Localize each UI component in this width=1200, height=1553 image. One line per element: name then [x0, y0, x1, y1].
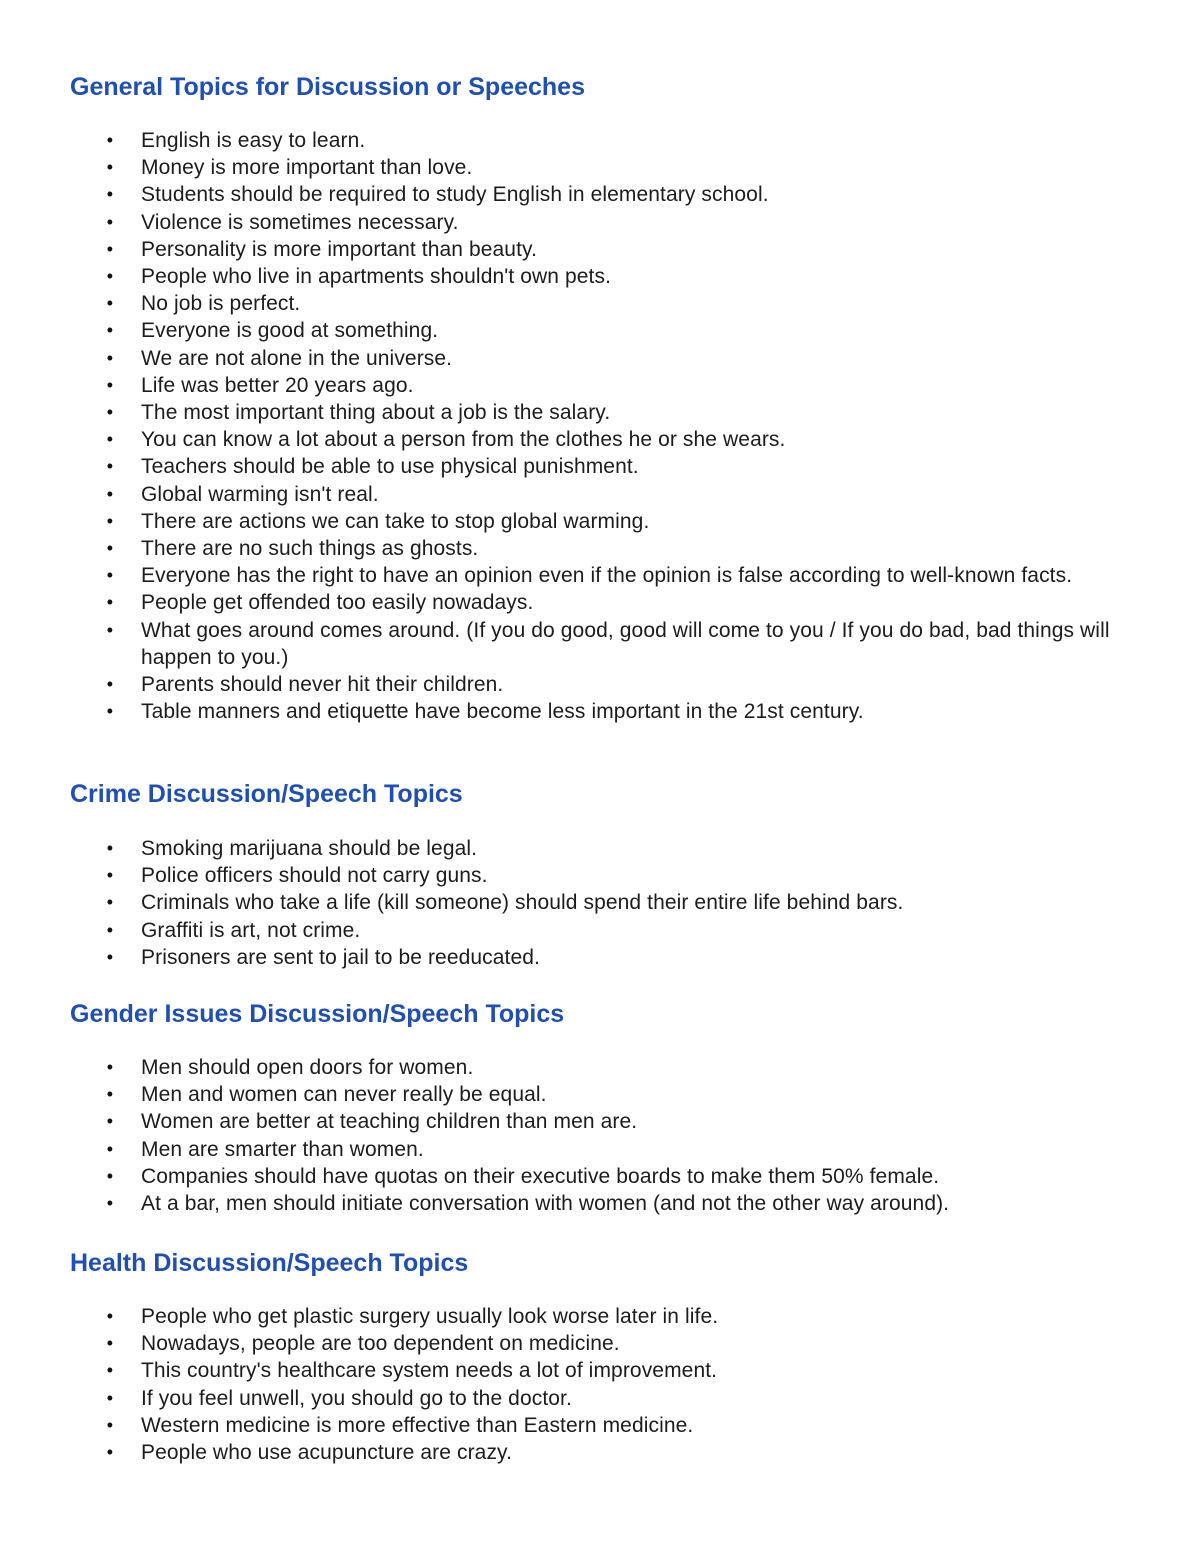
- bullet-icon: •: [106, 429, 114, 450]
- list-item-text: Western medicine is more effective than Eastern medicine.: [141, 1413, 694, 1437]
- bullet-icon: •: [106, 184, 114, 205]
- bullet-icon: •: [106, 483, 114, 504]
- list-item: [70, 154, 1140, 181]
- list-item: [70, 1439, 1140, 1466]
- list-item: [70, 944, 1140, 971]
- list-item: [70, 1054, 1140, 1081]
- list-item-text: Criminals who take a life (kill someone) should spend their entire life behind bars.: [141, 891, 904, 915]
- list-item: [70, 1385, 1140, 1412]
- section-heading: General Topics for Discussion or Speeches: [70, 73, 585, 101]
- list-item: [70, 372, 1140, 399]
- bullet-icon: •: [106, 347, 114, 368]
- list-item-text: Police officers should not carry guns.: [141, 864, 488, 888]
- list-item-text: If you feel unwell, you should go to the doctor.: [141, 1386, 572, 1410]
- bullet-icon: •: [106, 1165, 114, 1186]
- list-item: [70, 698, 1140, 725]
- list-item-text: Students should be required to study English in elementary school.: [141, 183, 769, 207]
- bullet-icon: •: [106, 1414, 114, 1435]
- list-item-text: We are not alone in the universe.: [141, 346, 453, 370]
- bullet-icon: •: [106, 266, 114, 287]
- topic-list: [70, 1303, 1140, 1466]
- section-heading: Health Discussion/Speech Topics: [70, 1249, 469, 1277]
- list-item: [70, 671, 1140, 698]
- list-item: [70, 399, 1140, 426]
- list-item: [70, 508, 1140, 535]
- list-item: [70, 889, 1140, 916]
- list-item: [70, 290, 1140, 317]
- bullet-icon: •: [106, 1193, 114, 1214]
- list-item-text: There are actions we can take to stop global warming.: [141, 509, 650, 533]
- list-item-text: Violence is sometimes necessary.: [141, 210, 459, 234]
- bullet-icon: •: [106, 838, 114, 858]
- list-item-text: Men are smarter than women.: [141, 1137, 424, 1161]
- list-item-text: Life was better 20 years ago.: [141, 373, 414, 397]
- list-item: [70, 209, 1140, 236]
- bullet-icon: •: [106, 456, 114, 477]
- list-item: [70, 236, 1140, 263]
- list-item-text: Global warming isn't real.: [141, 482, 379, 506]
- list-item-text: This country's healthcare system needs a lot of improvement.: [141, 1359, 718, 1383]
- list-item: [70, 1303, 1140, 1330]
- list-item-text: At a bar, men should initiate conversation with women (and not the other way around).: [141, 1192, 950, 1216]
- topic-list: [70, 127, 1140, 725]
- list-item: [70, 1330, 1140, 1357]
- bullet-icon: •: [106, 510, 114, 531]
- list-item-text: Nowadays, people are too dependent on medicine.: [141, 1332, 620, 1356]
- list-item: [70, 317, 1140, 344]
- bullet-icon: •: [106, 1111, 114, 1132]
- bullet-icon: •: [106, 1138, 114, 1159]
- list-item-text: There are no such things as ghosts.: [141, 537, 479, 561]
- list-item: [70, 1081, 1140, 1108]
- list-item-text: Money is more important than love.: [141, 156, 473, 180]
- list-item: [70, 1412, 1140, 1439]
- list-item-text: People who live in apartments shouldn't own pets.: [141, 265, 612, 289]
- list-item: [70, 127, 1140, 154]
- bullet-icon: •: [106, 374, 114, 395]
- bullet-icon: •: [106, 946, 114, 967]
- list-item-text: English is easy to learn.: [141, 129, 366, 152]
- bullet-icon: •: [106, 919, 114, 940]
- list-item-text: Men should open doors for women.: [141, 1056, 474, 1079]
- bullet-icon: •: [106, 1084, 114, 1105]
- list-item: [70, 862, 1140, 889]
- list-item: [70, 1357, 1140, 1384]
- list-item-text: Teachers should be able to use physical punishment.: [141, 455, 639, 479]
- list-item-text: Companies should have quotas on their executive boards to make them 50% female.: [141, 1164, 940, 1188]
- list-item-text: The most important thing about a job is the salary.: [141, 401, 611, 425]
- bullet-icon: •: [106, 1333, 114, 1354]
- bullet-icon: •: [106, 892, 114, 913]
- list-item: [70, 481, 1140, 508]
- list-item-text: What goes around comes around. (If you do good, good will come to you / If you do bad, bad things will happen to you.): [141, 618, 1110, 669]
- list-item-text: Smoking marijuana should be legal.: [141, 837, 478, 860]
- list-item-text: People who get plastic surgery usually look worse later in life.: [141, 1305, 719, 1328]
- list-item: [70, 453, 1140, 480]
- list-item: [70, 1108, 1140, 1135]
- list-item: [70, 345, 1140, 372]
- bullet-icon: •: [106, 1306, 114, 1326]
- list-item-text: Parents should never hit their children.: [141, 673, 504, 697]
- list-item-text: Men and women can never really be equal.: [141, 1083, 547, 1107]
- list-item-text: People who use acupuncture are crazy.: [141, 1441, 513, 1465]
- bullet-icon: •: [106, 865, 114, 886]
- list-item: [70, 617, 1140, 671]
- section-heading: Gender Issues Discussion/Speech Topics: [70, 1000, 565, 1028]
- bullet-icon: •: [106, 1057, 114, 1077]
- bullet-icon: •: [106, 157, 114, 178]
- bullet-icon: •: [106, 619, 114, 640]
- bullet-icon: •: [106, 130, 114, 150]
- bullet-icon: •: [106, 701, 114, 722]
- topic-list: [70, 1054, 1140, 1217]
- bullet-icon: •: [106, 565, 114, 586]
- bullet-icon: •: [106, 592, 114, 613]
- list-item: [70, 263, 1140, 290]
- list-item-text: Personality is more important than beauty.: [141, 237, 538, 261]
- list-item: [70, 917, 1140, 944]
- bullet-icon: •: [106, 293, 114, 314]
- list-item-text: People get offended too easily nowadays.: [141, 591, 534, 615]
- bullet-icon: •: [106, 538, 114, 559]
- list-item-text: Graffiti is art, not crime.: [141, 918, 361, 942]
- section-general-topics: [70, 72, 1140, 725]
- list-item-text: Prisoners are sent to jail to be reeducated.: [141, 945, 540, 969]
- list-item-text: No job is perfect.: [141, 292, 301, 316]
- section-heading: Crime Discussion/Speech Topics: [70, 780, 463, 808]
- list-item: [70, 1163, 1140, 1190]
- bullet-icon: •: [106, 211, 114, 232]
- list-item: [70, 426, 1140, 453]
- bullet-icon: •: [106, 320, 114, 341]
- list-item: [70, 589, 1140, 616]
- list-item-text: Everyone is good at something.: [141, 319, 439, 343]
- section-health-topics: [70, 1248, 1140, 1466]
- list-item: [70, 181, 1140, 208]
- section-crime-topics: [70, 779, 1140, 971]
- section-gender-topics: [70, 999, 1140, 1217]
- bullet-icon: •: [106, 402, 114, 423]
- bullet-icon: •: [106, 238, 114, 259]
- list-item: [70, 1190, 1140, 1217]
- bullet-icon: •: [106, 1387, 114, 1408]
- list-item-text: Table manners and etiquette have become less important in the 21st century.: [141, 700, 864, 724]
- list-item: [70, 562, 1140, 589]
- list-item: [70, 835, 1140, 862]
- topic-list: [70, 835, 1140, 971]
- list-item-text: Women are better at teaching children than men are.: [141, 1110, 638, 1134]
- bullet-icon: •: [106, 1360, 114, 1381]
- list-item-text: Everyone has the right to have an opinion even if the opinion is false according to well-known facts.: [141, 564, 1073, 588]
- bullet-icon: •: [106, 1442, 114, 1463]
- bullet-icon: •: [106, 674, 114, 695]
- list-item: [70, 1136, 1140, 1163]
- list-item-text: You can know a lot about a person from the clothes he or she wears.: [141, 428, 786, 452]
- list-item: [70, 535, 1140, 562]
